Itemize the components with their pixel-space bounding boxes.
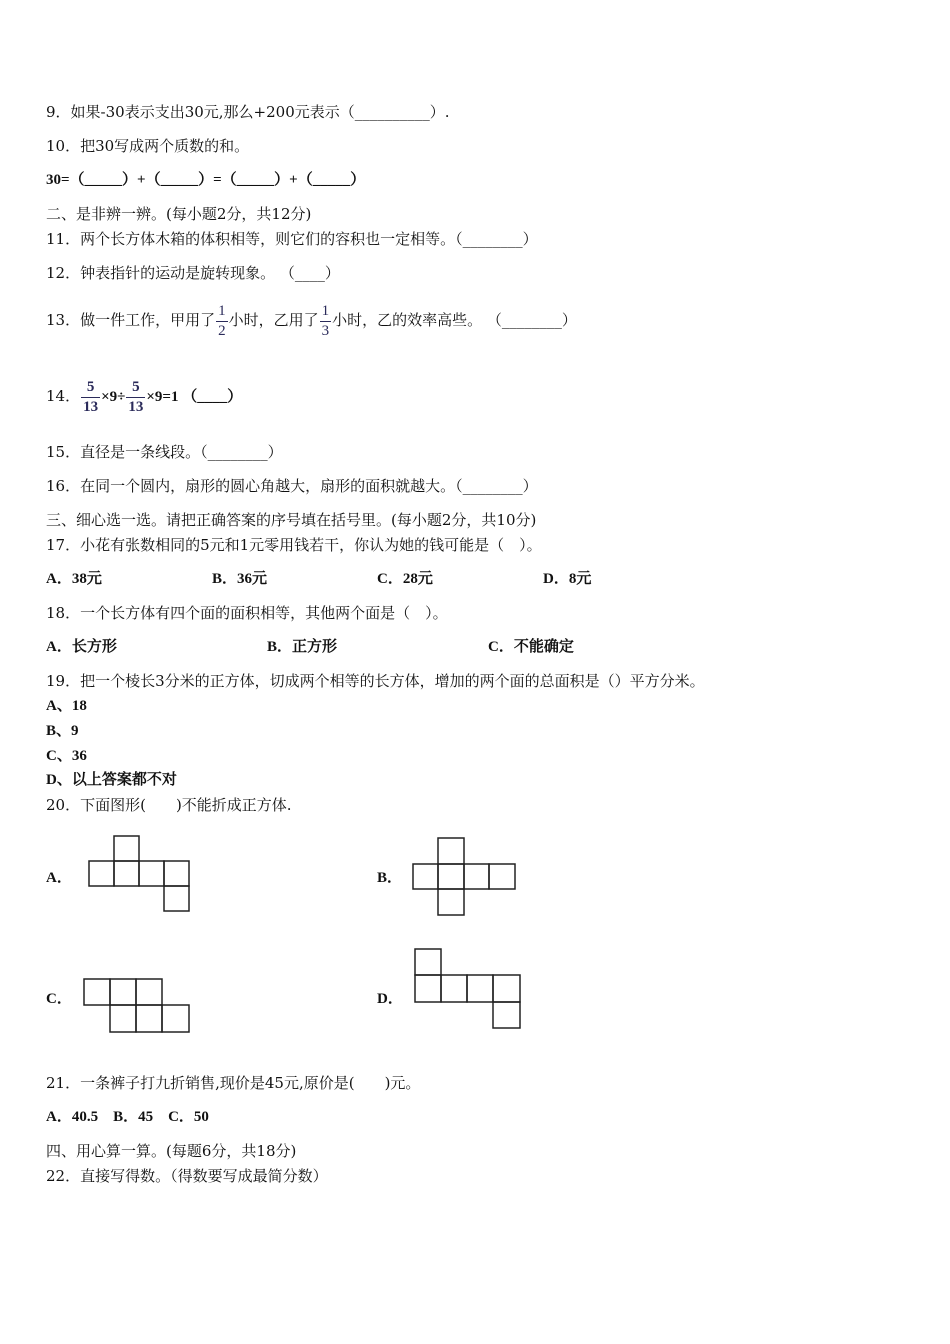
question-14-end: ×9=1 （____） [146, 389, 243, 405]
question-20: 20．下面图形( )不能折成正方体. [46, 796, 292, 814]
question-12: 12．钟表指针的运动是旋转现象。 （____） [46, 264, 340, 282]
question-11: 11．两个长方体木箱的体积相等，则它们的容积也一定相等。（________） [46, 230, 538, 248]
q20-option-d: D． [377, 991, 403, 1007]
cube-net-a [89, 836, 191, 913]
fraction-denominator: 13 [128, 399, 144, 416]
net-square [89, 861, 114, 886]
fraction-denominator: 2 [218, 322, 226, 339]
net-square [413, 864, 438, 889]
net-square [438, 838, 464, 864]
section-3-heading: 三、细心选一选。请把正确答案的序号填在括号里。(每小题2分，共10分) [46, 511, 537, 529]
net-square [441, 975, 467, 1002]
question-9: 9．如果-30表示支出30元,那么+200元表示（__________）. [46, 103, 450, 121]
cube-net-b [413, 838, 516, 916]
net-square [438, 889, 464, 915]
question-14-number: 14． [46, 387, 81, 405]
net-square [136, 979, 162, 1005]
fraction-numerator: 1 [216, 302, 228, 322]
q20-option-a: A． [46, 870, 72, 886]
net-square [114, 836, 139, 861]
question-17: 17．小花有张数相同的5元和1元零用钱若干，你认为她的钱可能是（ ）。 [46, 536, 542, 554]
question-10: 10．把30写成两个质数的和。 [46, 137, 250, 155]
question-10-equation: 30=（_____）+（_____）=（_____）+（_____） [46, 172, 366, 188]
net-square [467, 975, 493, 1002]
q19-option-b: B、9 [46, 723, 79, 739]
question-16: 16．在同一个圆内，扇形的圆心角越大，扇形的面积就越大。（________） [46, 477, 538, 495]
question-13-fraction-1 [216, 302, 228, 341]
question-13-text-b: 小时，乙用了 [228, 311, 319, 329]
question-15: 15．直径是一条线段。（________） [46, 443, 283, 461]
net-square [415, 949, 441, 975]
question-13-text-c: 小时，乙的效率高些。 （________） [332, 311, 577, 329]
net-square [464, 864, 489, 889]
question-13-fraction-2 [320, 302, 332, 341]
q19-option-d: D、以上答案都不对 [46, 772, 177, 788]
net-square [493, 975, 520, 1002]
q18-option-b: B．正方形 [267, 639, 338, 655]
question-14-fraction-1 [81, 378, 100, 417]
q17-option-c: C．28元 [377, 571, 433, 587]
question-13 [46, 300, 577, 341]
section-4-heading: 四、用心算一算。(每题6分，共18分) [46, 1142, 297, 1160]
section-2-heading: 二、是非辨一辨。(每小题2分，共12分) [46, 205, 312, 223]
net-square [164, 861, 189, 886]
net-square [139, 861, 164, 886]
question-14 [46, 376, 242, 417]
q17-option-b: B．36元 [212, 571, 268, 587]
net-square [415, 975, 441, 1002]
net-square [114, 861, 139, 886]
net-square [438, 864, 464, 889]
q20-option-b: B． [377, 870, 403, 886]
net-square [136, 1005, 162, 1032]
net-square [489, 864, 515, 889]
question-21: 21．一条裤子打九折销售,现价是45元,原价是( )元。 [46, 1074, 421, 1092]
q20-option-c: C． [46, 991, 72, 1007]
net-square [493, 1002, 520, 1028]
net-square [110, 979, 136, 1005]
fraction-numerator: 5 [126, 378, 145, 398]
q18-option-a: A．长方形 [46, 639, 117, 655]
q21-options: A．40.5 B．45 C．50 [46, 1109, 209, 1125]
question-14-mid: ×9÷ [101, 389, 126, 405]
q19-option-a: A、18 [46, 698, 87, 714]
question-13-text-a: 13．做一件工作，甲用了 [46, 311, 216, 329]
q18-option-c: C．不能确定 [488, 639, 574, 655]
net-square [164, 886, 189, 911]
q19-option-c: C、36 [46, 748, 87, 764]
question-14-fraction-2 [126, 378, 145, 417]
question-22: 22．直接写得数。（得数要写成最简分数） [46, 1167, 328, 1185]
fraction-numerator: 1 [320, 302, 332, 322]
fraction-numerator: 5 [81, 378, 100, 398]
q17-option-a: A．38元 [46, 571, 102, 587]
cube-net-d [415, 949, 522, 1030]
question-18: 18．一个长方体有四个面的面积相等，其他两个面是（ ）。 [46, 604, 448, 622]
fraction-denominator: 13 [83, 399, 99, 416]
net-square [84, 979, 110, 1005]
fraction-denominator: 3 [321, 322, 330, 339]
cube-net-c [84, 979, 191, 1033]
net-square [162, 1005, 189, 1032]
question-19: 19．把一个棱长3分米的正方体，切成两个相等的长方体，增加的两个面的总面积是（）平方分米。 [46, 672, 705, 690]
net-square [110, 1005, 136, 1032]
q17-option-d: D．8元 [543, 571, 592, 587]
